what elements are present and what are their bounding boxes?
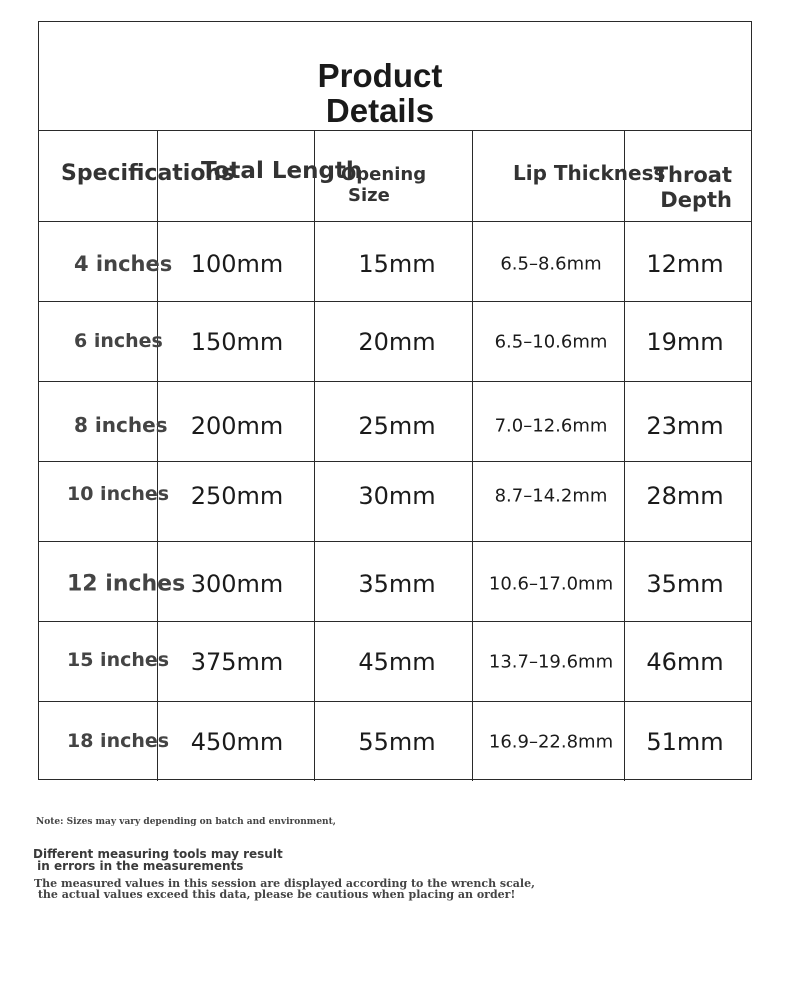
header-throat-line1: Throat — [653, 163, 732, 187]
cell-lip-thickness: 7.0–12.6mm — [494, 415, 608, 437]
cell-opening-size: 30mm — [358, 482, 436, 510]
col-divider — [157, 131, 158, 781]
cell-opening-size: 45mm — [358, 648, 436, 676]
note-wrench-scale-line1: The measured values in this session are displayed according to the wrench scale, — [34, 877, 535, 890]
row-divider — [39, 621, 751, 622]
cell-spec: 4 inches — [74, 252, 173, 276]
header-opening-line1: Opening — [341, 164, 427, 185]
title-line2: Details — [325, 92, 435, 129]
cell-opening-size: 35mm — [358, 570, 436, 598]
col-divider — [314, 131, 315, 781]
row-divider — [39, 301, 751, 302]
product-details-table — [38, 21, 752, 780]
cell-throat-depth: 19mm — [646, 328, 724, 356]
title-row — [39, 22, 751, 131]
cell-opening-size: 20mm — [358, 328, 436, 356]
cell-throat-depth: 35mm — [646, 570, 724, 598]
note-wrench-scale-line2: the actual values exceed this data, please be cautious when placing an order! — [34, 888, 516, 901]
header-specifications: Specifications — [61, 161, 235, 186]
cell-spec: 8 inches — [74, 413, 168, 437]
header-opening-line2: Size — [348, 185, 390, 206]
cell-spec: 15 inches — [67, 649, 170, 671]
cell-total-length: 200mm — [190, 412, 284, 440]
cell-spec: 18 inches — [67, 730, 170, 752]
cell-total-length: 450mm — [190, 728, 284, 756]
cell-lip-thickness: 13.7–19.6mm — [488, 651, 614, 673]
cell-total-length: 150mm — [190, 328, 284, 356]
cell-total-length: 250mm — [190, 482, 284, 510]
header-throat-line2: Depth — [660, 188, 732, 212]
cell-spec: 10 inches — [67, 483, 170, 505]
row-divider — [39, 701, 751, 702]
header-lip-thickness: Lip Thickness — [513, 161, 666, 185]
header-opening-size — [341, 164, 426, 206]
cell-spec: 6 inches — [74, 330, 163, 352]
header-throat-depth — [646, 163, 732, 213]
cell-lip-thickness: 6.5–10.6mm — [494, 331, 608, 353]
page-title — [305, 58, 455, 128]
cell-throat-depth: 12mm — [646, 250, 724, 278]
row-divider — [39, 541, 751, 542]
cell-opening-size: 25mm — [358, 412, 436, 440]
cell-throat-depth: 46mm — [646, 648, 724, 676]
header-total-length: Total Length — [201, 158, 363, 184]
cell-total-length: 375mm — [190, 648, 284, 676]
cell-throat-depth: 51mm — [646, 728, 724, 756]
note-measuring-tools-line1: Different measuring tools may result — [33, 847, 283, 861]
note-wrench-scale — [34, 878, 535, 900]
cell-lip-thickness: 10.6–17.0mm — [488, 573, 614, 595]
cell-lip-thickness: 6.5–8.6mm — [500, 253, 602, 275]
note-measuring-tools — [33, 848, 283, 872]
cell-spec: 12 inches — [67, 571, 186, 597]
cell-opening-size: 55mm — [358, 728, 436, 756]
cell-throat-depth: 28mm — [646, 482, 724, 510]
cell-total-length: 100mm — [190, 250, 284, 278]
col-divider — [624, 131, 625, 781]
cell-throat-depth: 23mm — [646, 412, 724, 440]
cell-lip-thickness: 8.7–14.2mm — [494, 485, 608, 507]
title-line1: Product — [317, 57, 443, 94]
cell-total-length: 300mm — [190, 570, 284, 598]
note-measuring-tools-line2: in errors in the measurements — [33, 859, 244, 873]
row-divider — [39, 461, 751, 462]
col-divider — [472, 131, 473, 781]
row-divider — [39, 221, 751, 222]
row-divider — [39, 381, 751, 382]
cell-lip-thickness: 16.9–22.8mm — [488, 731, 614, 753]
note-size-variation: Note: Sizes may vary depending on batch and environment, — [36, 817, 336, 827]
cell-opening-size: 15mm — [358, 250, 436, 278]
